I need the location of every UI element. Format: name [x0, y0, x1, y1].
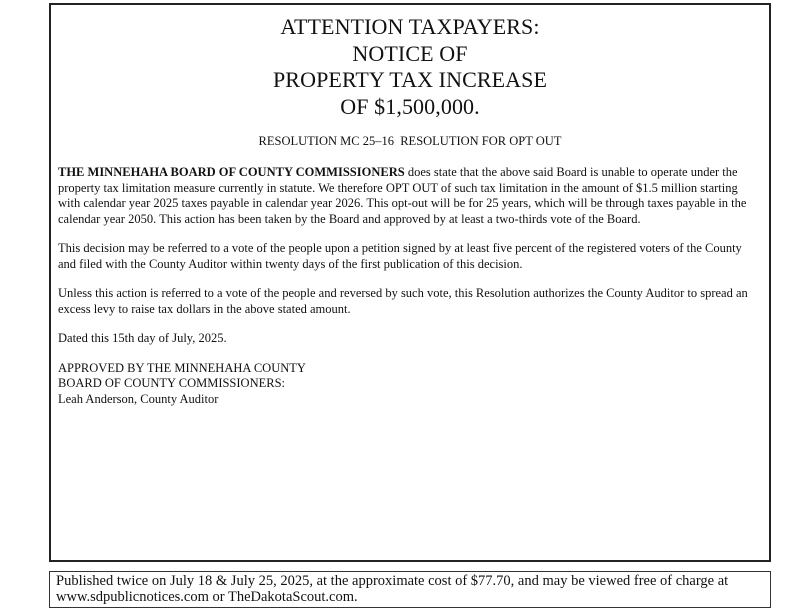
- dated-line: Dated this 15th day of July, 2025.: [58, 331, 227, 345]
- title-line: NOTICE OF: [352, 40, 468, 66]
- board-name: THE MINNEHAHA BOARD OF COUNTY COMMISSIONERS: [58, 165, 405, 179]
- paragraph-opt-out-text: does state that the above said Board is unable to operate under the property tax limitation measure currently in statute. We therefore OPT OUT of such tax limitation in the amount of $1.5 million starting with calendar year 2025 taxes payable in calendar year 2026. This opt-out will be for 25 years, which will be through taxes payable in the calendar year 2050. This action has been taken by the Board and approved by at least a two-thirds vote of the Board.: [58, 165, 747, 226]
- resolution-heading: RESOLUTION MC 25–16 RESOLUTION FOR OPT OUT: [258, 134, 562, 148]
- paragraph-levy: Unless this action is referred to a vote of the people and reversed by such vote, this Resolution authorizes the County Auditor to spread an excess levy to raise tax dollars in the above stated amount.: [58, 286, 748, 316]
- title-line: PROPERTY TAX INCREASE: [272, 67, 548, 92]
- title-line: ATTENTION TAXPAYERS:: [280, 14, 540, 39]
- signature-block: [58, 361, 755, 408]
- paragraph-referral: This decision may be referred to a vote of the people upon a petition signed by at least five percent of the registered voters of the County and filed with the County Auditor within twenty days of the first publication of this decision.: [58, 241, 742, 271]
- signature-line: Leah Anderson, County Auditor: [58, 391, 219, 406]
- paragraph-opt-out: [58, 165, 755, 227]
- notice-title: [51, 14, 769, 120]
- signature-line: APPROVED BY THE MINNEHAHA COUNTY: [58, 360, 306, 375]
- title-line: OF $1,500,000.: [340, 93, 480, 119]
- signature-line: BOARD OF COUNTY COMMISSIONERS:: [58, 376, 286, 390]
- notice-box: [49, 3, 771, 562]
- publication-footer: Published twice on July 18 & July 25, 2025, at the approximate cost of $77.70, and may be viewed free of charge at www.sdpublicnotices.com or TheDakotaScout.com.: [49, 571, 771, 608]
- notice-body: [58, 165, 755, 421]
